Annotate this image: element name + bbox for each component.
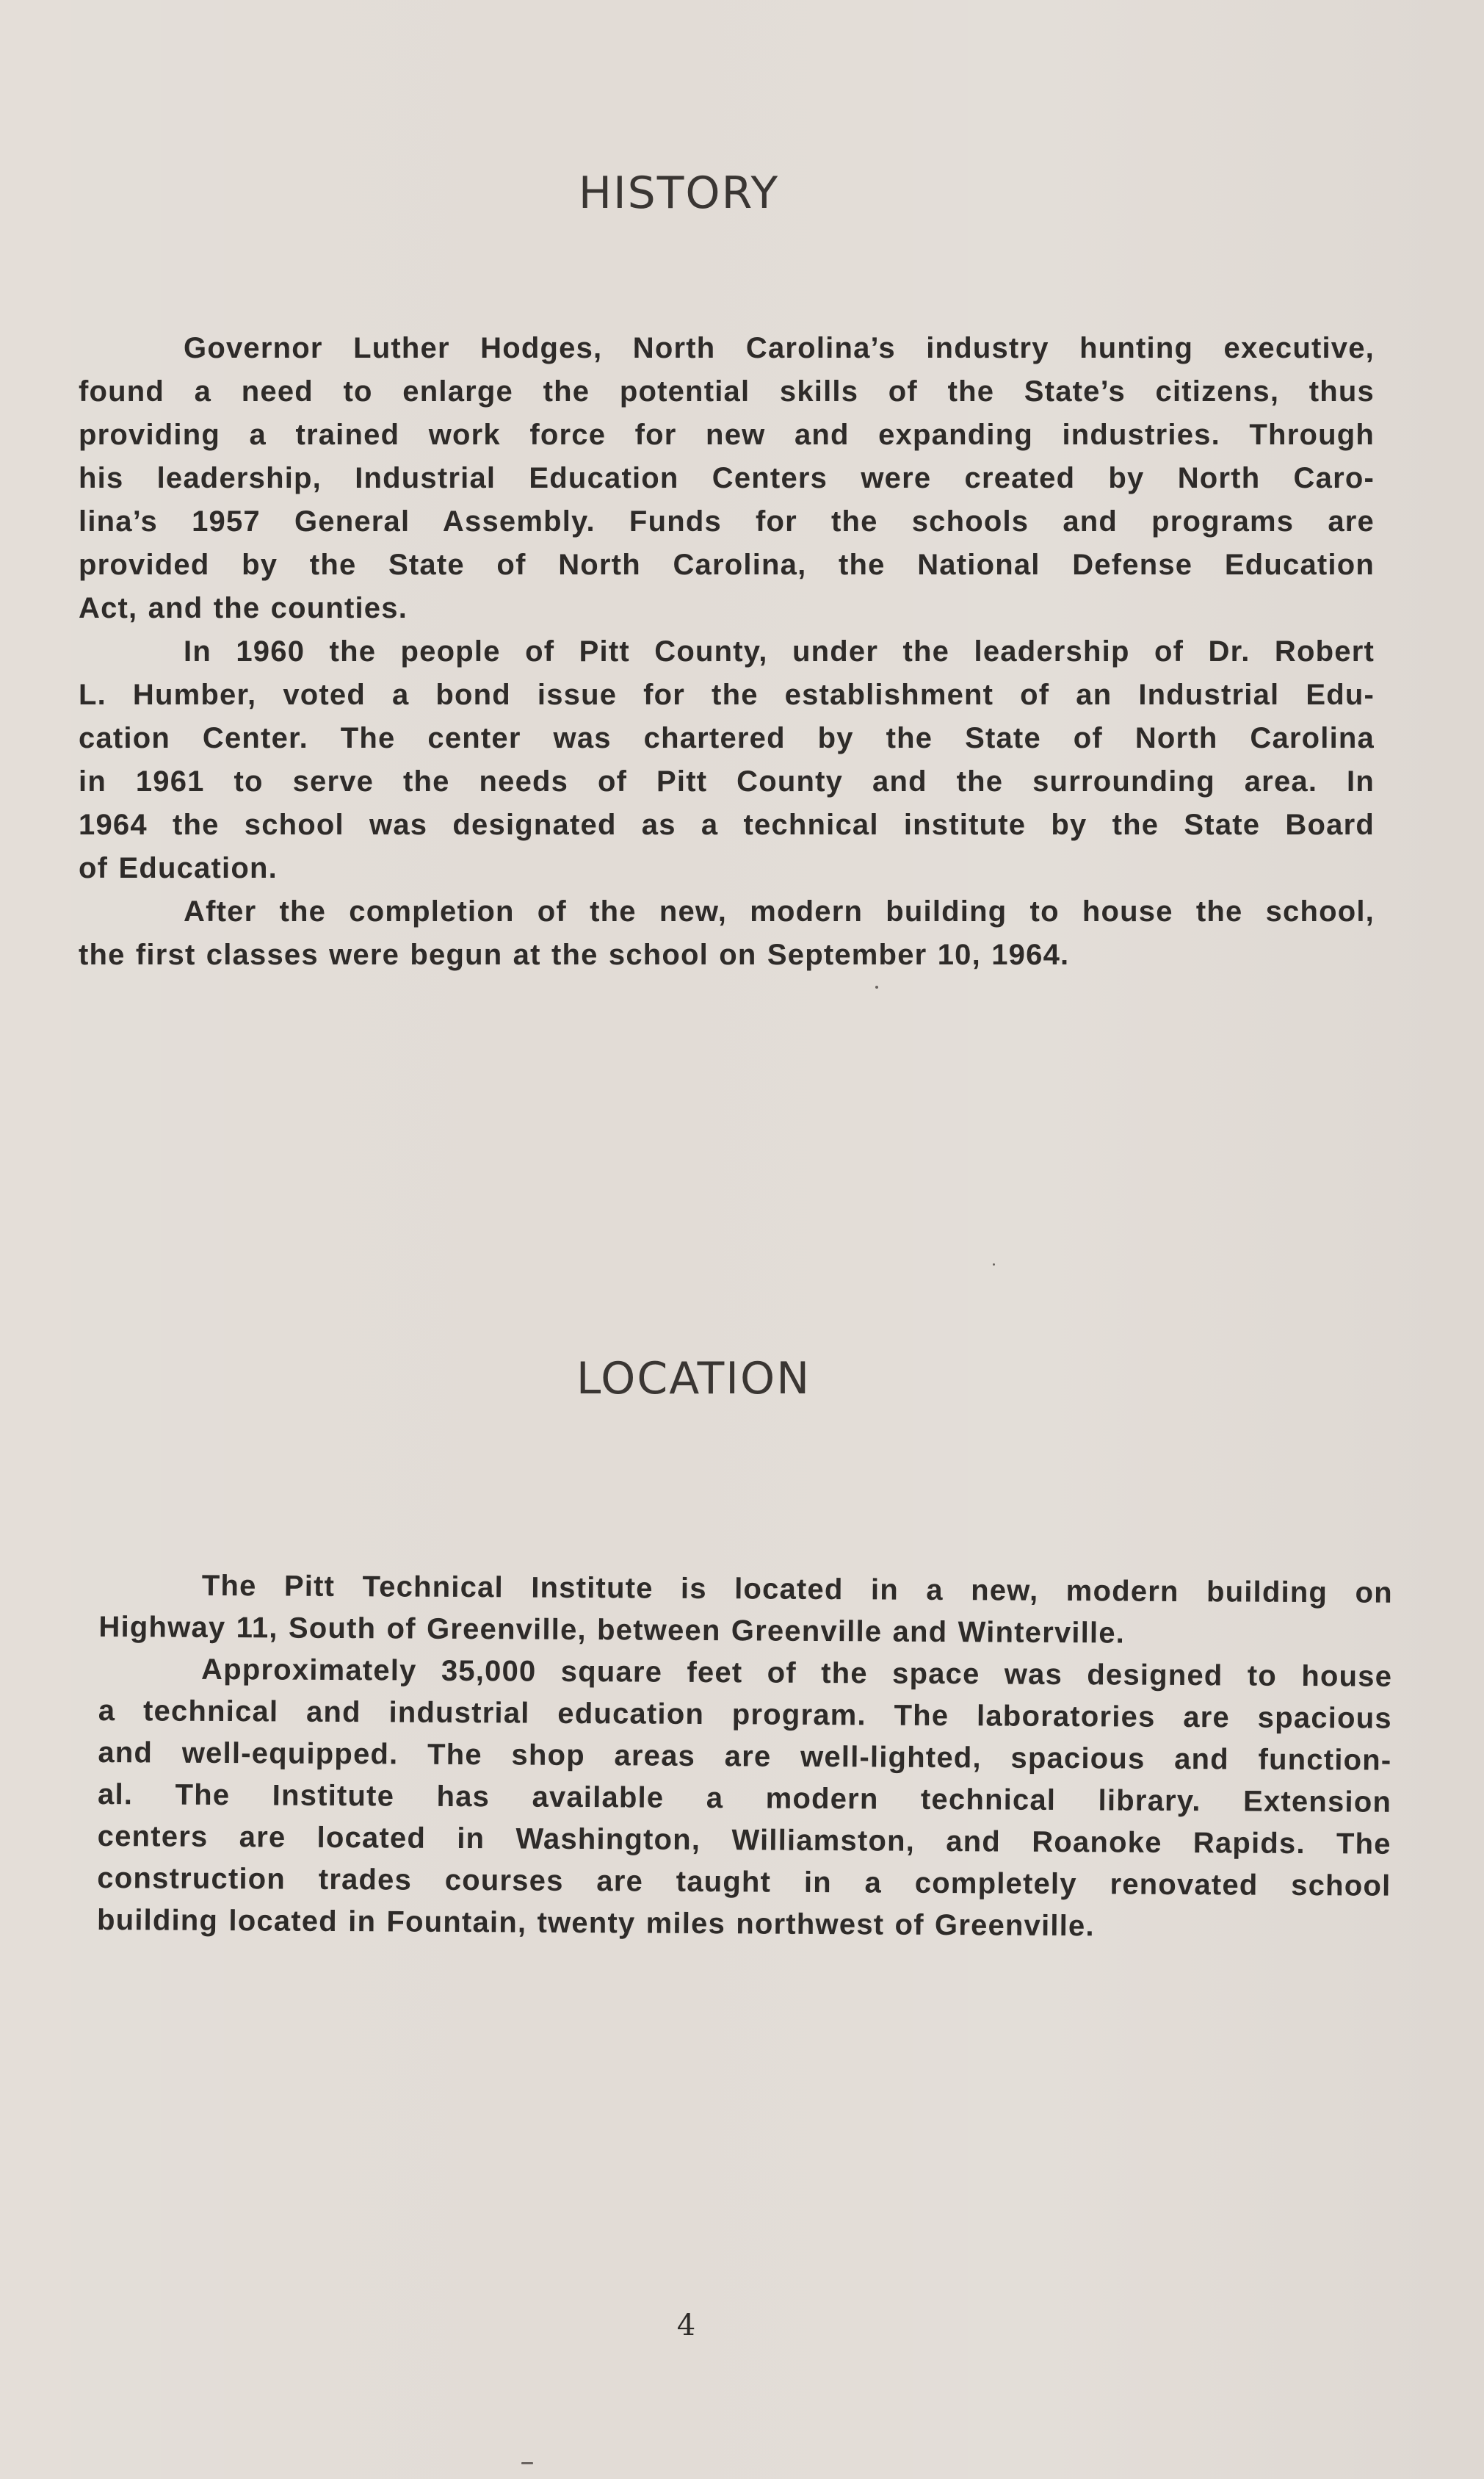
location-text-line: building located in Fountain, twenty miles northwest of Greenville. [96,1903,1095,1943]
location-text-line: a technical and industrial education program. The laboratories are spacious [98,1694,1392,1735]
history-text-line: cation Center. The center was chartered by the State of North Carolina [79,722,1375,754]
history-text-line: his leadership, Industrial Education Centers were created by North Caro- [79,462,1375,494]
location-text-line: construction trades courses are taught in a completely renovated school [97,1861,1391,1902]
location-text-line: Highway 11, South of Greenville, between Greenville and Winterville. [98,1610,1126,1650]
history-text-line: provided by the State of North Carolina, the National Defense Education [79,549,1375,581]
location-text-line: al. The Institute has available a modern technical library. Extension [97,1778,1392,1819]
scan-speck [875,986,878,989]
page-number: 4 [676,2309,696,2342]
history-text-line: Act, and the counties. [79,592,408,624]
history-text-line: In 1960 the people of Pitt County, under the leadership of Dr. Robert [184,635,1375,668]
history-text-line: the first classes were begun at the school on September 10, 1964. [79,939,1070,971]
location-text-line: and well-equipped. The shop areas are well-lighted, spacious and function- [98,1736,1392,1777]
history-text-line: of Education. [79,852,278,884]
history-text-line: L. Humber, voted a bond issue for the establishment of an Industrial Edu- [79,679,1375,711]
location-body [97,1565,1393,1949]
history-text-line: Governor Luther Hodges, North Carolina’s industry hunting executive, [184,332,1375,364]
scan-speck [521,2462,533,2464]
history-heading: HISTORY [578,167,780,219]
location-heading: LOCATION [576,1353,811,1404]
location-text-line: The Pitt Technical Institute is located in a new, modern building on [201,1569,1393,1609]
history-text-line: lina’s 1957 General Assembly. Funds for the schools and programs are [79,505,1375,538]
location-text-line: centers are located in Washington, Williamston, and Roanoke Rapids. The [97,1819,1391,1861]
history-body [79,327,1375,977]
history-text-line: in 1961 to serve the needs of Pitt County and the surrounding area. In [79,765,1375,798]
history-text-line: 1964 the school was designated as a technical institute by the State Board [79,809,1375,841]
history-text-line: providing a trained work force for new and expanding industries. Through [79,419,1375,451]
location-text-line: Approximately 35,000 square feet of the space was designed to house [200,1653,1393,1693]
history-text-line: After the completion of the new, modern building to house the school, [184,895,1375,928]
history-text-line: found a need to enlarge the potential skills of the State’s citizens, thus [79,375,1375,408]
scan-speck [993,1263,995,1266]
